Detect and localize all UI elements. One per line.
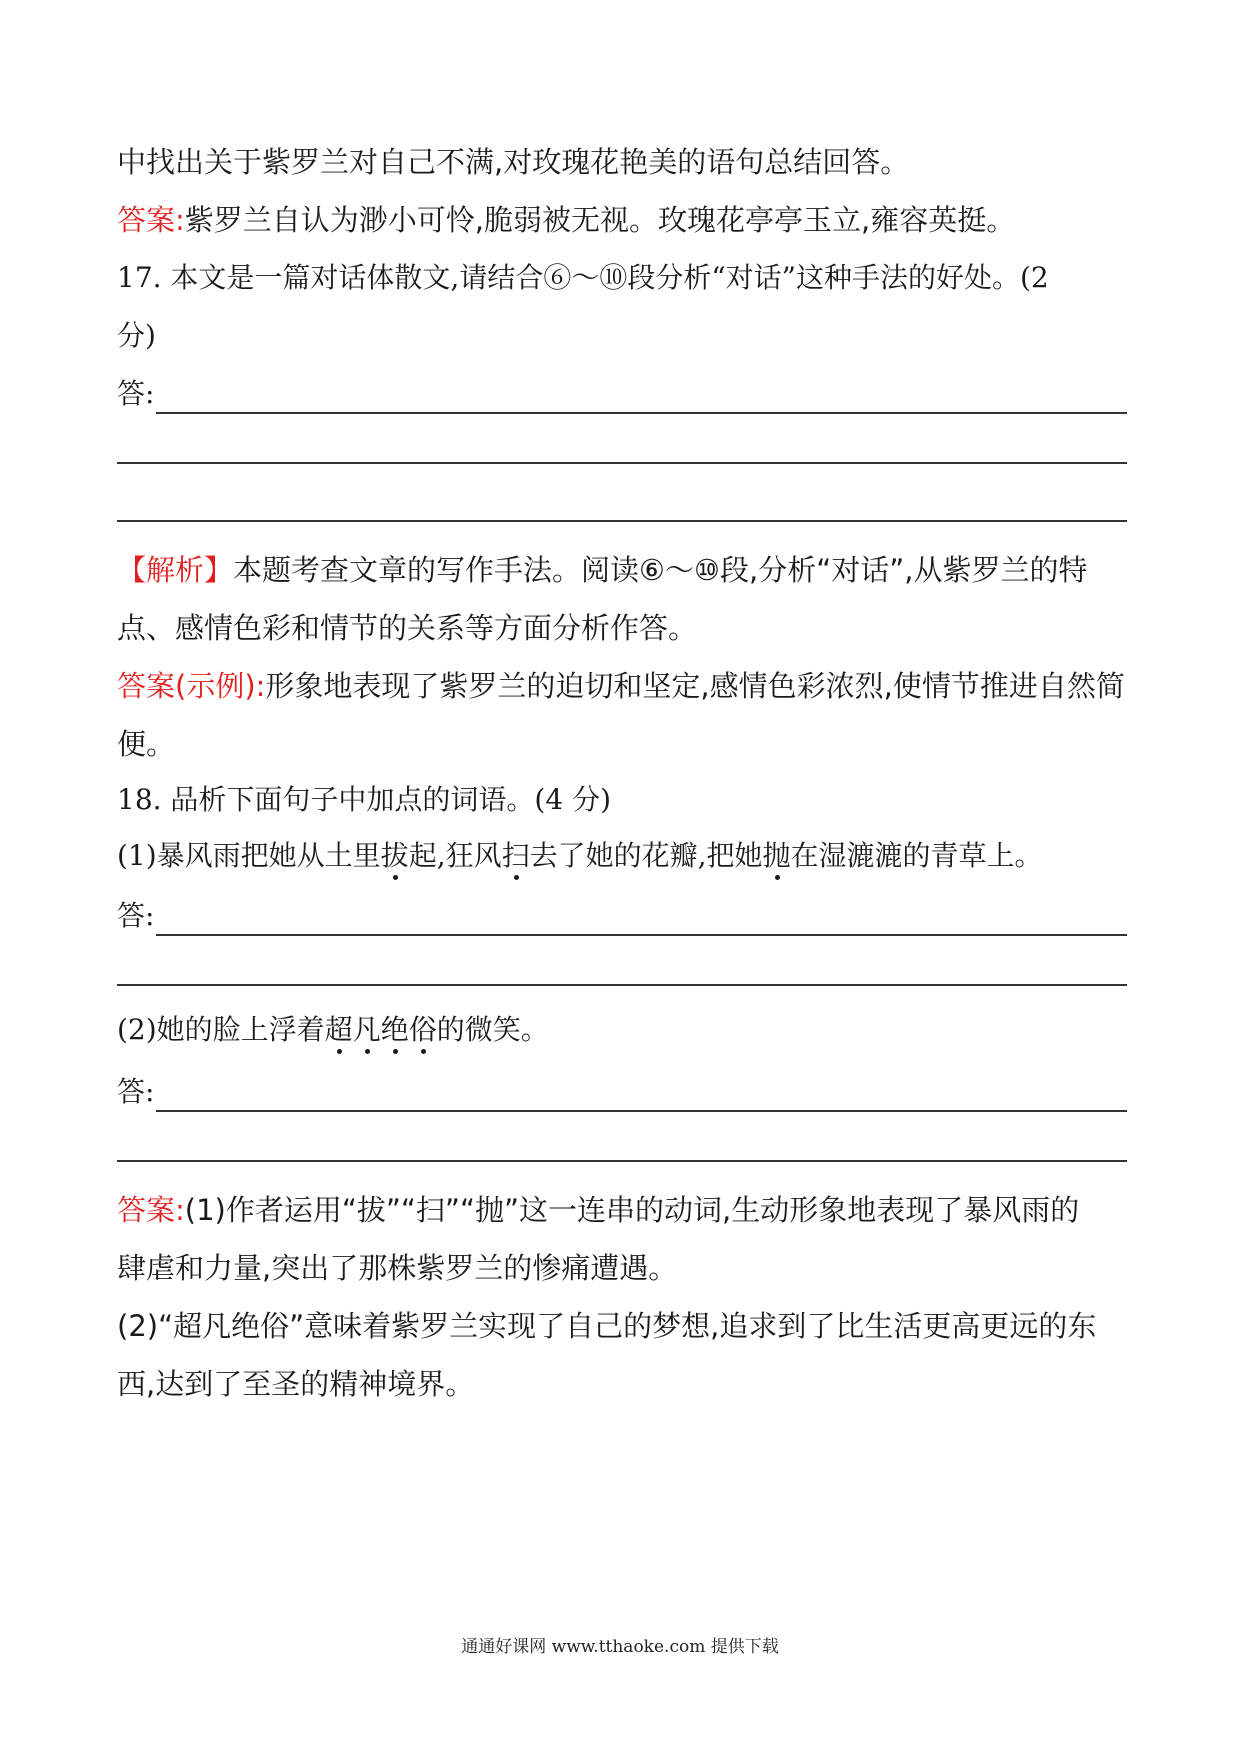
answer-16 <box>117 200 1127 240</box>
sentence-part: 在湿漉漉的青草上。 <box>790 839 1043 872</box>
blank-rule <box>156 1080 1127 1112</box>
dotted-word: 超 <box>324 1013 353 1046</box>
sentence-part: 的微笑。 <box>436 1013 549 1046</box>
answer-text: 形象地表现了紫罗兰的迫切和坚定,感情色彩浓烈,使情节推进自然简 <box>265 669 1125 703</box>
answer-17-line1 <box>117 666 1127 706</box>
question-17-line1: 17. 本文是一篇对话体散文,请结合⑥～⑩段分析“对话”这种手法的好处。(2 <box>117 261 1049 294</box>
text-line: 中找出关于紫罗兰对自己不满,对玫瑰花艳美的语句总结回答。 <box>117 145 910 179</box>
question-18-1 <box>117 836 1127 876</box>
analysis-label: 【解析】 <box>117 553 234 587</box>
answer-17-line2: 便。 <box>117 727 176 761</box>
answer-label: 答案: <box>117 203 185 237</box>
analysis-line2: 点、感情色彩和情节的关系等方面分析作答。 <box>117 611 698 645</box>
answer-blank-17c[interactable] <box>117 490 1127 522</box>
answer-prefix: 答: <box>117 377 155 410</box>
blank-rule <box>117 954 1127 986</box>
blank-rule <box>156 904 1127 936</box>
blank-rule <box>117 432 1127 464</box>
answer-blank-18-1b[interactable] <box>117 954 1127 986</box>
answer-prefix: 答: <box>117 899 155 932</box>
analysis-text: 本题考查文章的写作手法。阅读⑥～⑩段,分析“对话”,从紫罗兰的特 <box>233 553 1088 587</box>
dotted-word: 拔 <box>380 839 409 872</box>
answer-blank-17a[interactable] <box>117 374 1127 414</box>
answer-label: 答案(示例): <box>117 669 266 703</box>
dotted-word: 凡 <box>352 1013 381 1046</box>
dotted-word: 绝 <box>380 1013 409 1046</box>
answer-18-line3: (2)“超凡绝俗”意味着紫罗兰实现了自己的梦想,追求到了比生活更高更远的东 <box>117 1309 1097 1343</box>
answer-18-line1 <box>117 1190 1127 1230</box>
question-17-line2: 分) <box>117 319 156 352</box>
answer-label: 答案: <box>117 1193 185 1227</box>
answer-prefix: 答: <box>117 1075 155 1108</box>
answer-blank-18-2a[interactable] <box>117 1072 1127 1112</box>
sentence-part: (2)她的脸上浮着 <box>117 1013 325 1046</box>
page-footer: 通通好课网 www.tthaoke.com 提供下载 <box>461 1637 779 1657</box>
blank-rule <box>117 490 1127 522</box>
answer-text: 紫罗兰自认为渺小可怜,脆弱被无视。玫瑰花亭亭玉立,雍容英挺。 <box>184 203 1016 237</box>
analysis-line1 <box>117 550 1127 590</box>
dotted-word: 抛 <box>762 839 791 872</box>
answer-18-line4: 西,达到了至圣的精神境界。 <box>117 1367 475 1401</box>
sentence-part: 起,狂风 <box>408 839 502 872</box>
question-18: 18. 品析下面句子中加点的词语。(4 分) <box>117 783 611 816</box>
question-18-2 <box>117 1010 1127 1050</box>
blank-rule <box>117 1130 1127 1162</box>
answer-18-line2: 肆虐和力量,突出了那株紫罗兰的惨痛遭遇。 <box>117 1251 678 1285</box>
dotted-word: 扫 <box>501 839 530 872</box>
blank-rule <box>156 382 1127 414</box>
sentence-part: (1)暴风雨把她从土里 <box>117 839 381 872</box>
dotted-word: 俗 <box>408 1013 437 1046</box>
sentence-part: 去了她的花瓣,把她 <box>529 839 763 872</box>
answer-text: (1)作者运用“拔”“扫”“抛”这一连串的动词,生动形象地表现了暴风雨的 <box>184 1193 1080 1227</box>
answer-blank-18-2b[interactable] <box>117 1130 1127 1162</box>
answer-blank-17b[interactable] <box>117 432 1127 464</box>
answer-blank-18-1a[interactable] <box>117 896 1127 936</box>
